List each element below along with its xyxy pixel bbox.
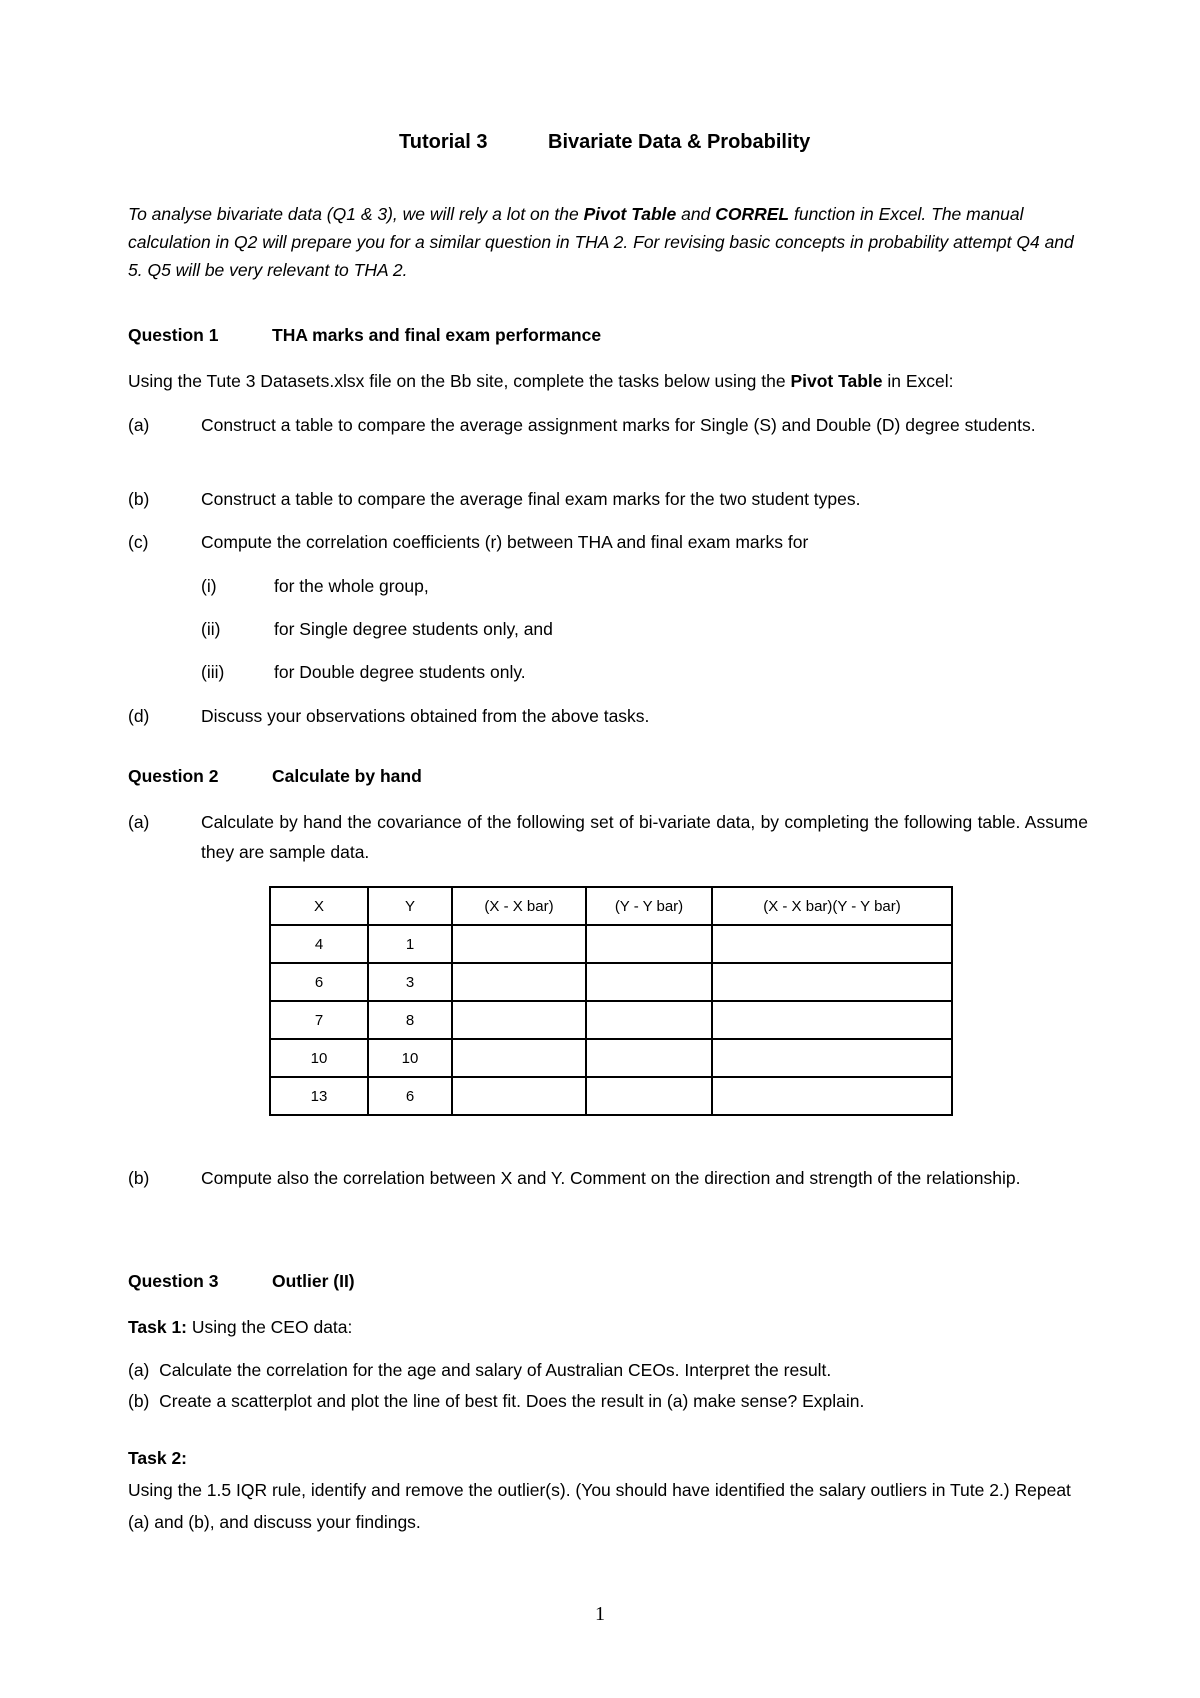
question-3-heading xyxy=(128,1271,1088,1295)
q1-item-d: (d) Discuss your observations obtained from the above tasks. xyxy=(128,706,650,726)
table-row xyxy=(270,1077,952,1115)
question-1-lead: Using the Tute 3 Datasets.xlsx file on the Bb site, complete the tasks below using the Pivot Table in Excel: xyxy=(128,371,954,391)
cell-x-dev xyxy=(452,963,586,1001)
table-header-row xyxy=(270,887,952,925)
question-title: Outlier (II) xyxy=(272,1271,355,1291)
cell-x: 6 xyxy=(270,963,368,1001)
cell-y-dev xyxy=(586,1039,712,1077)
cell-x: 10 xyxy=(270,1039,368,1077)
question-2-heading xyxy=(128,766,1088,790)
question-1-heading xyxy=(128,325,1088,349)
q1-item-b: (b) Construct a table to compare the average final exam marks for the two student types. xyxy=(128,489,861,509)
tutorial-number: Tutorial 3 xyxy=(399,131,488,153)
question-number: Question 3 xyxy=(128,1271,219,1291)
cell-x: 13 xyxy=(270,1077,368,1115)
q2-item-b: (b) Compute also the correlation between X and Y. Comment on the direction and strength of the relationship. xyxy=(128,1168,1021,1188)
q2-item-a: (a) Calculate by hand the covariance of the following set of bi-variate data, by completing the following table. Assume they are sample data. xyxy=(128,812,1088,862)
table-row xyxy=(270,925,952,963)
intro-paragraph: To analyse bivariate data (Q1 & 3), we will rely a lot on the Pivot Table and CORREL function in Excel. The manual calculation in Q2 will prepare you for a similar question in THA 2. For revising basic concepts in probability attempt Q4 and 5. Q5 will be very relevant to THA 2. xyxy=(128,204,1074,280)
cell-x-dev xyxy=(452,925,586,963)
q1-item-a: (a) Construct a table to compare the average assignment marks for Single (S) and Double (D) degree students. xyxy=(128,415,1036,435)
question-number: Question 1 xyxy=(128,325,219,345)
table-row xyxy=(270,1039,952,1077)
cell-product xyxy=(712,963,952,1001)
header-y-dev: (Y - Y bar) xyxy=(586,887,712,925)
header-x-dev: (X - X bar) xyxy=(452,887,586,925)
q3-task1: Task 1: Using the CEO data: xyxy=(128,1317,353,1337)
q3-item-b: (b) Create a scatterplot and plot the line of best fit. Does the result in (a) make sense? Explain. xyxy=(128,1391,865,1411)
cell-product xyxy=(712,1001,952,1039)
q1-item-c: (c) Compute the correlation coefficients (r) between THA and final exam marks for xyxy=(128,532,809,552)
cell-x: 4 xyxy=(270,925,368,963)
header-product: (X - X bar)(Y - Y bar) xyxy=(712,887,952,925)
cell-y: 1 xyxy=(368,925,452,963)
q3-task2-label: Task 2: xyxy=(128,1448,188,1468)
table-row xyxy=(270,963,952,1001)
cell-y-dev xyxy=(586,1001,712,1039)
question-number: Question 2 xyxy=(128,766,219,786)
page-title xyxy=(0,131,1200,161)
header-y: Y xyxy=(368,887,452,925)
cell-y: 3 xyxy=(368,963,452,1001)
tutorial-topic: Bivariate Data & Probability xyxy=(548,131,811,153)
q3-item-a: (a) Calculate the correlation for the age and salary of Australian CEOs. Interpret the result. xyxy=(128,1360,832,1380)
cell-y: 6 xyxy=(368,1077,452,1115)
q1-subitem-i: (i) for the whole group, xyxy=(201,576,429,596)
cell-product xyxy=(712,1077,952,1115)
cell-x: 7 xyxy=(270,1001,368,1039)
header-x: X xyxy=(270,887,368,925)
covariance-table xyxy=(269,886,953,1116)
question-title: Calculate by hand xyxy=(272,766,422,786)
cell-x-dev xyxy=(452,1001,586,1039)
cell-product xyxy=(712,1039,952,1077)
cell-y-dev xyxy=(586,1077,712,1115)
cell-y: 8 xyxy=(368,1001,452,1039)
cell-y-dev xyxy=(586,963,712,1001)
cell-product xyxy=(712,925,952,963)
cell-x-dev xyxy=(452,1039,586,1077)
q1-subitem-ii: (ii) for Single degree students only, and xyxy=(201,619,553,639)
cell-x-dev xyxy=(452,1077,586,1115)
cell-y: 10 xyxy=(368,1039,452,1077)
question-title: THA marks and final exam performance xyxy=(272,325,602,345)
q1-subitem-iii: (iii) for Double degree students only. xyxy=(201,662,526,682)
cell-y-dev xyxy=(586,925,712,963)
table-row xyxy=(270,1001,952,1039)
page-number: 1 xyxy=(595,1603,605,1625)
q3-task2-text: Using the 1.5 IQR rule, identify and remove the outlier(s). (You should have identified the salary outliers in Tute 2.) Repeat (a) and (b), and discuss your findings. xyxy=(128,1480,1071,1532)
